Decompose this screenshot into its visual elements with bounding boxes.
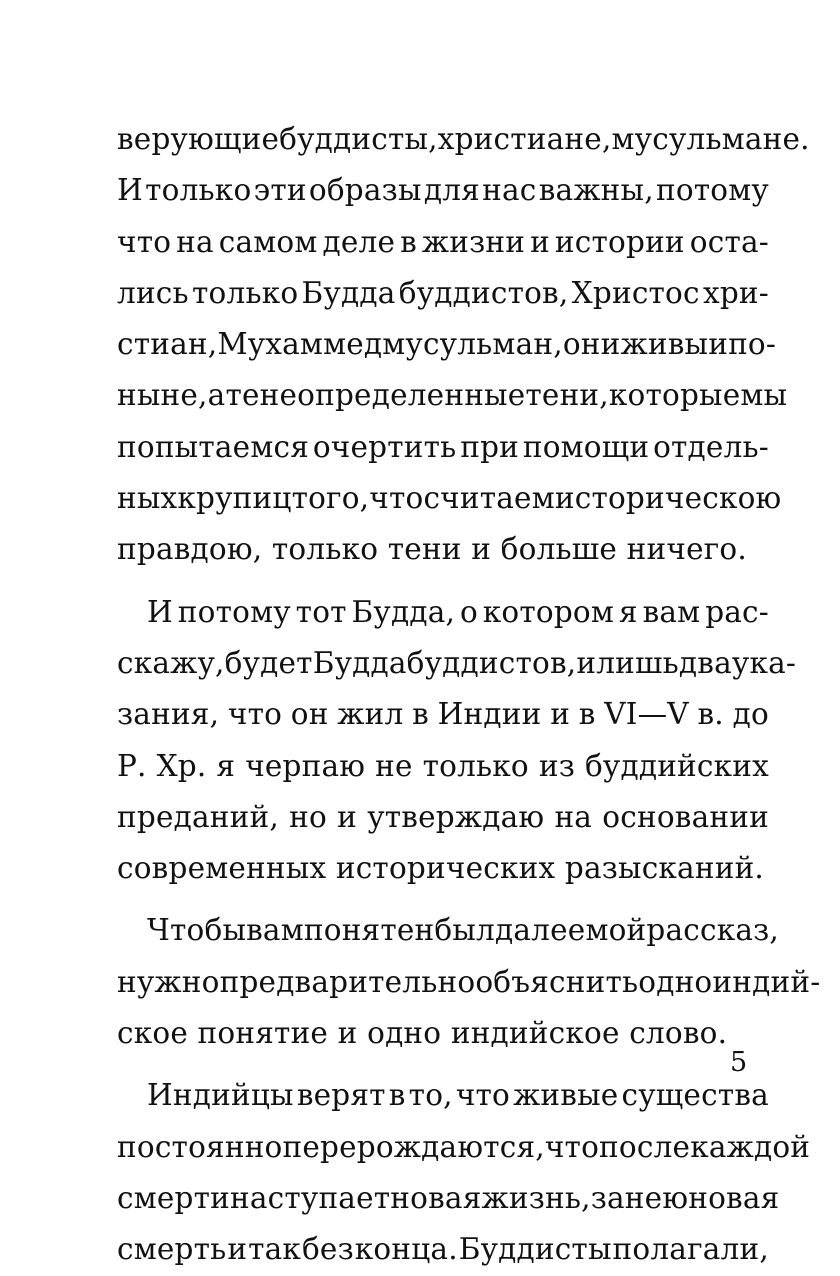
word: я bbox=[216, 748, 236, 783]
word: вам bbox=[246, 913, 304, 948]
word: за bbox=[590, 1180, 625, 1215]
word: жизни bbox=[421, 224, 526, 259]
word: Индийцы bbox=[147, 1078, 294, 1113]
word: буддисты, bbox=[279, 122, 438, 156]
word: стиан, bbox=[117, 327, 218, 362]
word: только bbox=[422, 748, 529, 783]
word: что bbox=[455, 1078, 510, 1113]
word: черпаю bbox=[245, 748, 366, 783]
word: для bbox=[423, 173, 480, 208]
word: и bbox=[530, 224, 550, 259]
word: два bbox=[678, 645, 732, 680]
text-line: ское понятие и одно индийское слово. bbox=[117, 1016, 728, 1051]
text-line bbox=[117, 165, 769, 216]
word: образы bbox=[308, 173, 422, 208]
word: мусульман, bbox=[382, 327, 563, 362]
word: каждой bbox=[690, 1129, 811, 1164]
word: в. bbox=[697, 697, 724, 732]
word: котором bbox=[482, 594, 615, 629]
word: лись bbox=[117, 275, 189, 310]
word: и bbox=[227, 1232, 248, 1267]
word: Чтобы bbox=[147, 913, 247, 948]
word: а bbox=[207, 378, 226, 413]
text-line bbox=[117, 1122, 811, 1173]
word: Р. bbox=[117, 748, 147, 783]
text-line: правдою, только тени и больше ничего. bbox=[117, 532, 747, 567]
word: И bbox=[147, 594, 173, 629]
paragraph-gap bbox=[117, 576, 769, 587]
word: в bbox=[578, 697, 596, 732]
word: объяснить bbox=[475, 964, 639, 999]
page-number: 5 bbox=[730, 1047, 748, 1078]
text-line bbox=[117, 1173, 780, 1224]
word: что bbox=[117, 224, 172, 259]
word: по- bbox=[728, 327, 777, 362]
text-line bbox=[117, 1224, 769, 1275]
word: и bbox=[337, 799, 358, 834]
word: живы bbox=[620, 327, 709, 362]
word: VI—V bbox=[604, 697, 689, 732]
word: после bbox=[599, 1129, 691, 1164]
word: того, bbox=[291, 481, 370, 516]
word: полагали, bbox=[612, 1232, 769, 1267]
word: Будда bbox=[312, 645, 407, 680]
word: Индии bbox=[437, 697, 542, 732]
word: конца. bbox=[354, 1232, 458, 1267]
word: лишь bbox=[596, 645, 679, 680]
word: историческою bbox=[554, 481, 782, 516]
text-line bbox=[117, 422, 769, 473]
word: до bbox=[732, 697, 769, 732]
text-line bbox=[117, 319, 777, 370]
word: так bbox=[248, 1232, 302, 1267]
word: тени, bbox=[525, 378, 609, 413]
word: тот bbox=[295, 594, 347, 629]
text-line bbox=[117, 268, 769, 319]
word: и bbox=[576, 645, 597, 680]
word: отдель- bbox=[653, 429, 769, 464]
word: потому bbox=[655, 173, 769, 208]
text-line bbox=[117, 741, 769, 792]
body-text bbox=[117, 114, 821, 1276]
word: далее bbox=[495, 913, 586, 948]
word: ука- bbox=[731, 645, 797, 680]
word: новая bbox=[390, 1180, 482, 1215]
word: в bbox=[400, 224, 417, 259]
word: нею bbox=[624, 1180, 689, 1215]
word: зания, bbox=[117, 697, 220, 732]
word: перерождаются, bbox=[282, 1129, 545, 1164]
word: мусульмане. bbox=[611, 122, 810, 156]
word: жизнь, bbox=[481, 1180, 591, 1215]
text-line bbox=[117, 587, 769, 638]
word: И bbox=[117, 173, 143, 208]
word: о bbox=[459, 594, 478, 629]
word: существа bbox=[621, 1078, 769, 1113]
word: нужно bbox=[117, 964, 220, 999]
word: одно bbox=[638, 964, 713, 999]
word: очертить bbox=[312, 429, 457, 464]
word: на bbox=[554, 799, 593, 834]
word: оста- bbox=[689, 224, 769, 259]
word: был bbox=[434, 913, 496, 948]
word: считаем bbox=[423, 481, 555, 516]
word: что bbox=[227, 697, 283, 732]
text-line bbox=[117, 370, 788, 421]
word: только bbox=[145, 173, 252, 208]
word: они bbox=[562, 327, 621, 362]
paragraph-gap bbox=[117, 894, 769, 905]
word: ныне, bbox=[117, 378, 208, 413]
word: Христос bbox=[571, 275, 700, 310]
word: рас- bbox=[705, 594, 769, 629]
word: на bbox=[176, 224, 214, 259]
text-line bbox=[117, 792, 769, 843]
word: хри- bbox=[702, 275, 769, 310]
word: основании bbox=[602, 799, 769, 834]
word: христиане, bbox=[437, 122, 612, 156]
word: верующие bbox=[117, 122, 280, 156]
word: из bbox=[538, 748, 575, 783]
word: верят bbox=[296, 1078, 386, 1113]
word: постоянно bbox=[117, 1129, 283, 1164]
word: Мухаммед bbox=[217, 327, 383, 362]
word: индий- bbox=[712, 964, 821, 999]
word: эти bbox=[253, 173, 307, 208]
word: и bbox=[550, 697, 571, 732]
word: только bbox=[192, 275, 299, 310]
text-line: современных исторических разысканий. bbox=[117, 851, 765, 886]
word: попытаемся bbox=[117, 429, 310, 464]
word: которые bbox=[608, 378, 741, 413]
word: не bbox=[375, 748, 413, 783]
text-line bbox=[117, 905, 780, 956]
text-line bbox=[117, 473, 782, 524]
word: помощи bbox=[522, 429, 650, 464]
word: но bbox=[289, 799, 327, 834]
word: нас bbox=[482, 173, 537, 208]
word: Будда bbox=[301, 275, 396, 310]
word: вам bbox=[642, 594, 701, 629]
word: в bbox=[412, 697, 429, 732]
word: живые bbox=[513, 1078, 619, 1113]
word: Буддисты bbox=[458, 1232, 612, 1267]
word: буддистов, bbox=[406, 645, 577, 680]
word: буддистов, bbox=[398, 275, 569, 310]
text-line bbox=[117, 638, 797, 689]
word: смерти bbox=[117, 1180, 230, 1215]
word: я bbox=[618, 594, 638, 629]
word: важны, bbox=[538, 173, 654, 208]
word: ных bbox=[117, 481, 178, 516]
word: Будда, bbox=[351, 594, 456, 629]
word: потому bbox=[177, 594, 291, 629]
word: утверждаю bbox=[367, 799, 545, 834]
word: в bbox=[388, 1078, 406, 1113]
word: мы bbox=[740, 378, 788, 413]
word: будет bbox=[224, 645, 313, 680]
word: понятен bbox=[303, 913, 435, 948]
word: крупиц bbox=[177, 481, 292, 516]
text-line bbox=[117, 689, 769, 740]
word: смерть bbox=[117, 1232, 227, 1267]
word: буддийских bbox=[584, 748, 769, 783]
word: что bbox=[544, 1129, 600, 1164]
word: без bbox=[301, 1232, 354, 1267]
text-line bbox=[117, 114, 810, 165]
word: новая bbox=[688, 1180, 780, 1215]
word: что bbox=[369, 481, 424, 516]
word: неопределенные bbox=[259, 378, 526, 413]
paragraph-gap bbox=[117, 1059, 769, 1070]
word: жил bbox=[337, 697, 404, 732]
word: скажу, bbox=[117, 645, 225, 680]
text-line bbox=[117, 957, 821, 1008]
word: истории bbox=[554, 224, 685, 259]
word: и bbox=[708, 327, 729, 362]
word: деле bbox=[322, 224, 396, 259]
word: он bbox=[290, 697, 329, 732]
word: преданий, bbox=[117, 799, 279, 834]
word: рассказ, bbox=[646, 913, 780, 948]
word: мой bbox=[585, 913, 647, 948]
word: самом bbox=[218, 224, 318, 259]
word: то, bbox=[408, 1078, 453, 1113]
word: те bbox=[225, 378, 260, 413]
word: Хр. bbox=[156, 748, 207, 783]
word: при bbox=[460, 429, 520, 464]
text-line bbox=[117, 1070, 769, 1121]
word: наступает bbox=[230, 1180, 391, 1215]
text-line bbox=[117, 217, 769, 268]
word: предварительно bbox=[219, 964, 476, 999]
